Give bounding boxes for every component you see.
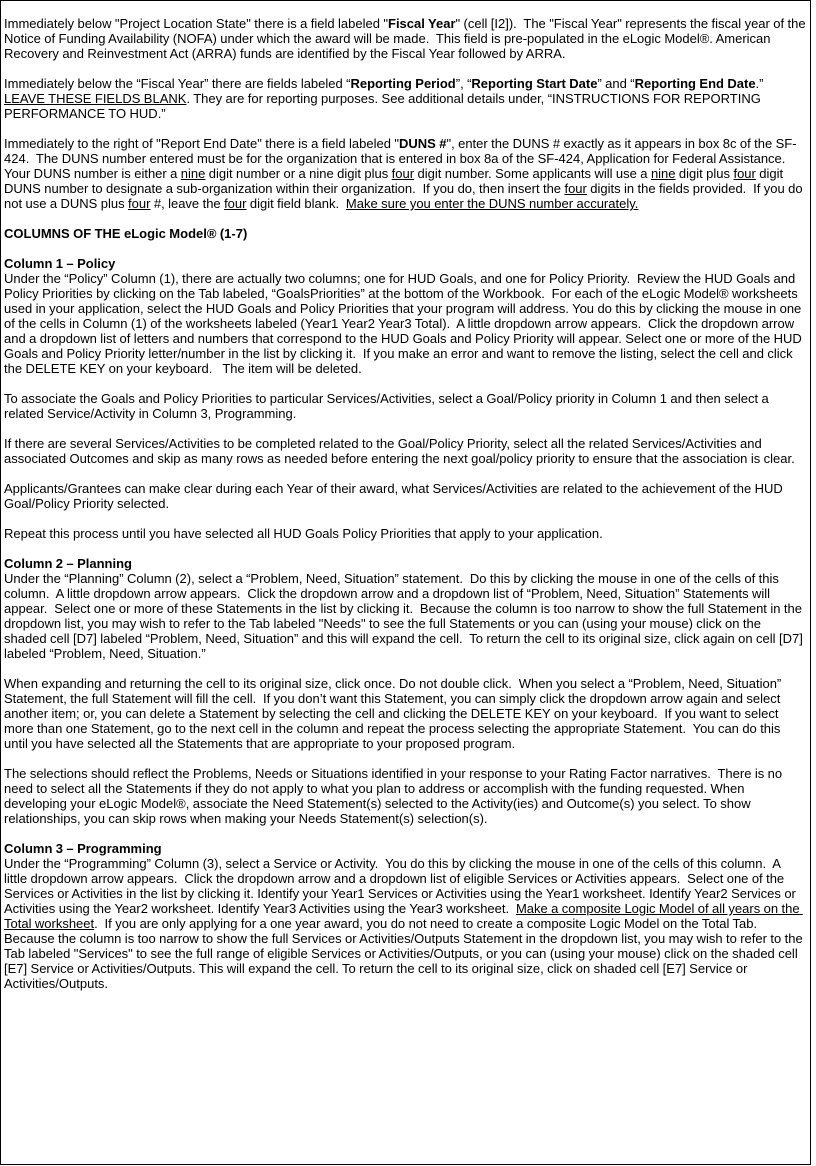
text-run: Applicants/Grantees can make clear during each Year of their award, what Services/Activities are related to the achievement of the HUD Goal/Policy Priority selected. (4, 481, 787, 511)
text-run: ”, “ (455, 76, 472, 91)
underlined-text-run: four (128, 196, 151, 211)
bold-text-run: DUNS # (398, 136, 447, 151)
text-run: Under the “Policy” Column (1), there are actually two columns; one for HUD Goals, and one for Policy Priority. Review the HUD Goals and Policy Priorities by clicking on the Tab labeled, “GoalsPriorities” at the bottom of the Workbook. For each of the eLogic Model® worksheets used in your application, select the HUD Goals and Policy Priorities that your program will address. You do this by clicking the mouse in one of the cells in Column (1) of the worksheets labeled (Year1 Year2 Year3 Total). A little dropdown arrow appears. Click the dropdown arrow and a dropdown list of letters and numbers that correspond to the HUD Goals and Policy Priority will appear. Select one or more of the HUD Goals and Policy Priority letter/number in the list by clicking it. If you make an error and want to remove the listing, select the cell and click the DELETE KEY on your keyboard. The item will be deleted. (4, 271, 806, 376)
text-run: If there are several Services/Activities to be completed related to the Goal/Policy Priority, select all the related Services/Activities and associated Outcomes and skip as many rows as needed before entering the next goal/policy priority to ensure that the association is clear. (4, 436, 795, 466)
bold-text-run: Column 1 – Policy (4, 256, 116, 271)
para-selections-reflect (4, 766, 806, 826)
para-duns-number (4, 136, 806, 211)
text-run: Immediately below "Project Location State" there is a field labeled " (4, 16, 388, 31)
para-several-services (4, 436, 806, 466)
text-run: To associate the Goals and Policy Priorities to particular Services/Activities, select a Goal/Policy priority in Column 1 and then select a related Service/Activity in Column 3, Programming. (4, 391, 773, 421)
para-fiscal-year (4, 16, 810, 61)
heading-column-1-policy (4, 256, 806, 271)
heading-column-3-programming (4, 841, 806, 856)
text-run: #, leave the (150, 196, 225, 211)
bold-text-run: Column 2 – Planning (4, 556, 132, 571)
text-run: When expanding and returning the cell to its original size, click once. Do not double click. When you select a “Problem, Need, Situation” Statement, the full Statement will fill the cell. If you don’t want this Statement, you can simply click the dropdown arrow again and select another item; or, you can delete a Statement by selecting the cell and clicking the DELETE KEY on your keyboard. If you want to select more than one Statement, go to the next cell in the column and repeat the process selecting the appropriate Statement. You can do this until you have selected all the Statements that are appropriate to your proposed program. (4, 676, 785, 751)
para-applicants-grantees (4, 481, 806, 511)
para-column-2-planning (4, 571, 806, 661)
bold-text-run: Reporting Period (350, 76, 456, 91)
para-expanding-cell (4, 676, 806, 751)
underlined-text-run: Make sure you enter the DUNS number accurately. (345, 196, 639, 211)
para-associate-goals (4, 391, 806, 421)
text-run: Immediately below the “Fiscal Year” there are fields labeled “ (4, 76, 351, 91)
heading-column-2-planning (4, 556, 806, 571)
para-repeat-process (4, 526, 806, 541)
text-run: Under the “Programming” Column (3), select a Service or Activity. You do this by clicking the mouse in one of the cells of this column. A little dropdown arrow appears. Click the dropdown arrow and a dropdown list of eligible Services or Activities appears. Select one of the Services or Activities in the list by clicking it. Identify your Year1 Services or Activities using the Year1 worksheet. Identify Year2 Services or Activities using the Year2 worksheet. Identify Year3 Activities using the Year3 worksheet. (4, 856, 799, 916)
text-run: digit DUNS number to designate a sub-organization within their organization. If you do, then insert the (4, 166, 787, 196)
bold-text-run: COLUMNS OF THE eLogic Model® (1-7) (4, 226, 248, 241)
underlined-text-run: nine (650, 166, 676, 181)
text-run: " (cell [I2]). The "Fiscal Year" represents the fiscal year of the Notice of Funding Availability (NOFA) under which the award will be made. This field is pre-populated in the eLogic Model®. American Recovery and Reinvestment Act (ARRA) funds are identified by the Fiscal Year followed by ARRA. (4, 16, 810, 61)
bold-text-run: Reporting Start Date (471, 76, 598, 91)
para-column-3-programming (4, 856, 806, 991)
text-run: digit number or a nine digit plus (205, 166, 392, 181)
bold-text-run: Fiscal Year (388, 16, 456, 31)
text-run: digit plus (675, 166, 734, 181)
para-column-1-policy (4, 271, 806, 376)
text-run: digit field blank. (246, 196, 346, 211)
text-run: digit number. Some applicants will use a (414, 166, 651, 181)
underlined-text-run: LEAVE THESE FIELDS BLANK (4, 91, 187, 106)
bold-text-run: Column 3 – Programming (4, 841, 162, 856)
heading-columns-of-elogic-model (4, 226, 806, 241)
text-run: ” and “ (597, 76, 635, 91)
underlined-text-run: four (391, 166, 415, 181)
para-reporting-fields (4, 76, 806, 121)
text-run: Immediately to the right of "Report End Date" there is a field labeled " (4, 136, 399, 151)
text-run: . If you are only applying for a one year award, you do not need to create a composite Logic Model on the Total Tab. Because the column is too narrow to show the full Services or Activities/Outputs Statement in the dropdown list, you may wish to refer to the Tab labeled "Services" to see the full range of eligible Services or Activities/Outputs, or you can (using your mouse) click on the shaded cell [E7] Service or Activities/Outputs. This will expand the cell. To return the cell to its original size, click on shaded cell [E7] Service or Activities/Outputs. (4, 916, 806, 991)
underlined-text-run: four (224, 196, 247, 211)
text-run: Under the “Planning” Column (2), select a “Problem, Need, Situation” statement. Do this by clicking the mouse in one of the cells of this column. A little dropdown arrow appears. Click the dropdown arrow and a dropdown list of “Problem, Need, Situation” Statements will appear. Select one or more of these Statements in the list by clicking it. Because the column is too narrow to show the full Statement in the dropdown list, you may wish to refer to the Tab labeled "Needs" to see the full Statements or you can (using your mouse) click on the shaded cell [D7] labeled “Problem, Need, Situation” and this will expand the cell. To return the cell to its original size, click again on cell [D7] labeled “Problem, Need, Situation.” (4, 571, 807, 661)
text-run: Repeat this process until you have selected all HUD Goals Policy Priorities that apply to your application. (4, 526, 603, 541)
underlined-text-run: Make a composite Logic Model of all years on the Total worksheet (4, 901, 803, 931)
bold-text-run: Reporting End Date (634, 76, 756, 91)
text-run: ", enter the DUNS # exactly as it appears in box 8c of the SF-424. The DUNS number entered must be for the organization that is entered in box 8a of the SF-424, Application for Federal Assistance. Your DUNS number is either a (4, 136, 797, 181)
underlined-text-run: four (733, 166, 756, 181)
text-run: The selections should reflect the Problems, Needs or Situations identified in your response to your Rating Factor narratives. There is no need to select all the Statements if they do not apply to what you plan to address or accomplish with the funding requested. When developing your eLogic Model®, associate the Need Statement(s) selected to the Activity(ies) and Outcome(s) you select. To show relationships, you can skip rows when making your Needs Statement(s) selection(s). (4, 766, 786, 826)
text-run: .” (755, 76, 767, 91)
text-run: . They are for reporting purposes. See additional details under, “INSTRUCTIONS FOR REPORTING PERFORMANCE TO HUD.” (4, 91, 765, 121)
underlined-text-run: four (564, 181, 587, 196)
text-run: digits in the fields provided. If you do not use a DUNS plus (4, 181, 806, 211)
underlined-text-run: nine (180, 166, 206, 181)
